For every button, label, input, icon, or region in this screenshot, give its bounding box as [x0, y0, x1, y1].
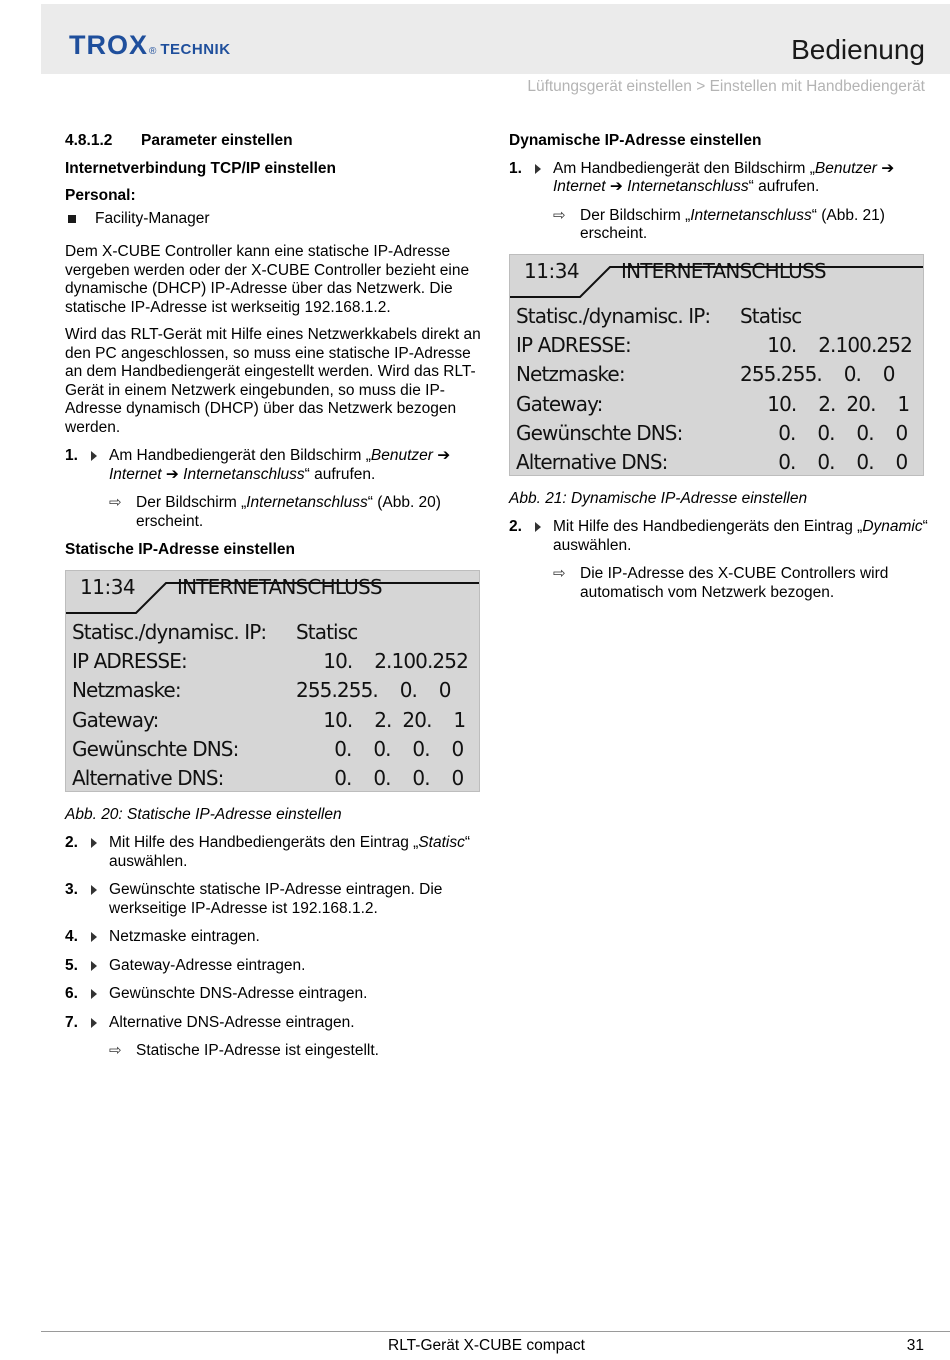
lcd-row	[516, 302, 917, 331]
heading-number: 4.8.1.2	[65, 132, 113, 149]
bullet-square-icon	[68, 215, 76, 223]
text-span: Mit Hilfe des Handbediengeräts den Eintrag „	[553, 518, 863, 535]
lcd-row	[516, 389, 917, 418]
step-text	[109, 447, 485, 484]
step-result	[109, 494, 485, 531]
step-2	[509, 518, 929, 555]
logo-registered-mark: ®	[149, 46, 157, 57]
text-span: 0. 0. 0. 0	[740, 421, 908, 446]
text-span: 0. 0. 0. 0	[296, 766, 464, 791]
text-span: Alternative DNS:	[72, 766, 224, 791]
text-span: Internetanschluss	[627, 178, 749, 195]
result-text	[136, 494, 485, 531]
text-span: Internetanschluss	[690, 206, 812, 224]
section-heading	[65, 132, 485, 151]
step-triangle-icon	[91, 932, 97, 942]
text-span: Netzmaske:	[516, 362, 625, 387]
arrow-right-icon: ➔	[161, 465, 184, 483]
lcd-row	[72, 764, 473, 792]
text-span: 255.255. 0. 0	[296, 678, 451, 703]
step-4	[65, 928, 485, 947]
paragraph-network: Wird das RLT-Gerät mit Hilfe eines Netzwerkkabels direkt an den PC angeschlossen, so muss eine statische IP-Adresse an dem Handbediengerät eingestellt werden. Wird das RLT-Gerät in einem Netzwerk eingebunden, so muss die IP-Adresse dynamisch (DHCP) über das Netzwerk bezogen werden.	[65, 326, 481, 436]
step-2	[65, 834, 485, 871]
step-6	[65, 985, 485, 1004]
arrow-right-icon: ➔	[876, 159, 895, 177]
arrow-right-icon: ➔	[605, 178, 628, 195]
step-result	[109, 1042, 485, 1061]
text-span: Am Handbediengerät den Bildschirm „	[553, 159, 815, 177]
heading-title: Parameter einstellen	[141, 132, 293, 149]
step-7	[65, 1014, 485, 1033]
right-column	[509, 132, 929, 612]
left-column	[65, 132, 485, 1071]
lcd-rows	[516, 302, 917, 476]
text-span: “ (Abb. 21) erscheint.	[580, 206, 885, 242]
lcd-time: 11:34	[80, 574, 136, 599]
text-span: Gateway:	[516, 391, 603, 416]
trox-logo	[69, 32, 231, 62]
step-triangle-icon	[91, 1018, 97, 1028]
text-span: 3.	[65, 881, 78, 898]
lcd-time: 11:34	[524, 258, 580, 283]
lcd-row	[516, 448, 917, 476]
dynamic-ip-heading: Dynamische IP-Adresse einstellen	[509, 132, 762, 149]
text-span: Statisc./dynamisc. IP:	[516, 303, 711, 328]
result-arrow-icon: ⇨	[553, 565, 566, 582]
text-span: Gateway-Adresse eintragen.	[109, 956, 306, 974]
lcd-row	[72, 647, 473, 676]
subheading-tcpip: Internetverbindung TCP/IP einstellen	[65, 159, 337, 177]
text-span: Statisc	[740, 303, 802, 328]
text-span: “ aufrufen.	[748, 178, 820, 195]
text-span: 10. 2. 20. 1	[296, 707, 466, 732]
step-3	[65, 881, 485, 918]
lcd-title: INTERNETANSCHLUSS	[621, 258, 826, 283]
text-span: Benutzer	[814, 159, 877, 177]
text-span: 10. 2.100.252	[296, 649, 468, 674]
paragraph-static-ip: Dem X-CUBE Controller kann eine statische IP-Adresse vergeben werden oder der X-CUBE Controller bezieht eine dynamische (DHCP) IP-Adresse über das Netzwerk. Die statische IP-Adresse ist werkseitig 192.168.1.2.	[65, 243, 470, 316]
step-result	[553, 207, 929, 244]
lcd-row	[72, 735, 473, 764]
text-span: 2.	[65, 834, 78, 851]
page-header	[41, 4, 950, 74]
personal-label: Personal:	[65, 187, 136, 204]
text-span: “ auswählen.	[109, 834, 470, 870]
step-result	[553, 565, 929, 602]
text-span: Netzmaske:	[72, 678, 181, 703]
lcd-title: INTERNETANSCHLUSS	[177, 574, 382, 599]
text-span: IP ADRESSE:	[72, 649, 187, 674]
text-span: Der Bildschirm „	[580, 206, 691, 224]
text-span: 1.	[509, 159, 522, 177]
text-span: Mit Hilfe des Handbediengeräts den Eintrag „	[109, 834, 419, 851]
step-number: 1.	[65, 447, 78, 464]
text-span: Internet	[553, 178, 606, 195]
text-span: Am Handbediengerät den Bildschirm „	[109, 447, 371, 464]
text-span: Gewünschte DNS-Adresse eintragen.	[109, 985, 368, 1002]
text-span: 10. 2. 20. 1	[740, 391, 910, 416]
step-triangle-icon	[91, 838, 97, 848]
page-number: 31	[906, 1337, 924, 1354]
text-span: Gateway:	[72, 707, 159, 732]
footer-document-title: RLT-Gerät X-CUBE compact	[388, 1337, 585, 1354]
text-span: “ aufrufen.	[304, 465, 376, 483]
text-span: IP ADRESSE:	[516, 333, 631, 358]
text-span: Statisc	[296, 619, 358, 644]
step-triangle-icon	[91, 451, 97, 461]
text-span: Alternative DNS-Adresse eintragen.	[109, 1013, 355, 1031]
lcd-screen-static	[65, 570, 480, 792]
text-span: 10. 2.100.252	[740, 333, 912, 358]
lcd-rows	[72, 618, 473, 792]
lcd-row	[72, 705, 473, 734]
step-1	[509, 160, 929, 197]
text-span: Dynamic	[862, 518, 923, 535]
footer-divider	[41, 1331, 950, 1332]
text-span: Der Bildschirm „	[136, 494, 247, 511]
step-triangle-icon	[535, 522, 541, 532]
static-ip-heading: Statische IP-Adresse einstellen	[65, 541, 296, 558]
text-span: Internetanschluss	[183, 465, 305, 483]
text-span: 255.255. 0. 0	[740, 362, 895, 387]
text-span: “ auswählen.	[553, 518, 928, 554]
text-span: Die IP-Adresse des X-CUBE Controllers wird automatisch vom Netzwerk bezogen.	[580, 565, 889, 601]
text-span: Benutzer	[370, 447, 433, 464]
text-span: 7.	[65, 1013, 78, 1031]
arrow-right-icon: ➔	[432, 447, 451, 464]
text-span: 0. 0. 0. 0	[740, 450, 908, 475]
result-arrow-icon: ⇨	[553, 206, 566, 224]
lcd-row	[516, 419, 917, 448]
text-span: Gewünschte DNS:	[72, 737, 239, 762]
result-arrow-icon: ⇨	[109, 1042, 122, 1059]
personal-list-item	[65, 210, 485, 229]
step-triangle-icon	[535, 164, 541, 174]
lcd-row	[516, 360, 917, 389]
section-title: Bedienung	[791, 34, 925, 65]
step-triangle-icon	[91, 989, 97, 999]
figure-caption: Abb. 21: Dynamische IP-Adresse einstellen	[509, 489, 808, 507]
step-triangle-icon	[91, 885, 97, 895]
text-span: Alternative DNS:	[516, 450, 668, 475]
text-span: 6.	[65, 985, 78, 1002]
text-span: Gewünschte statische IP-Adresse eintragen. Die werkseitige IP-Adresse ist 192.168.1.2.	[109, 881, 443, 917]
logo-brand: TROX	[69, 30, 149, 60]
text-span: 4.	[65, 928, 78, 945]
text-span: 2.	[509, 518, 522, 535]
text-span: Statische IP-Adresse ist eingestellt.	[136, 1042, 379, 1059]
step-1	[65, 447, 485, 484]
text-span: 0. 0. 0. 0	[296, 737, 464, 762]
step-triangle-icon	[91, 961, 97, 971]
figure-caption: Abb. 20: Statische IP-Adresse einstellen	[65, 805, 342, 823]
step-5	[65, 957, 485, 976]
text-span: 5.	[65, 956, 78, 974]
text-span: Internetanschluss	[246, 494, 368, 511]
lcd-row	[516, 331, 917, 360]
text-span: Netzmaske eintragen.	[109, 928, 260, 945]
text-span: Gewünschte DNS:	[516, 421, 683, 446]
breadcrumb: Lüftungsgerät einstellen > Einstellen mit Handbediengerät	[527, 78, 925, 95]
text-span: “ (Abb. 20) erscheint.	[136, 494, 441, 530]
text-span: Statisc./dynamisc. IP:	[72, 619, 267, 644]
logo-sub: TECHNIK	[160, 41, 231, 58]
result-arrow-icon: ⇨	[109, 494, 122, 511]
text-span: Statisc	[418, 834, 465, 851]
lcd-screen-dynamic	[509, 254, 924, 476]
lcd-row	[72, 618, 473, 647]
lcd-row	[72, 676, 473, 705]
personal-item-text: Facility-Manager	[95, 209, 210, 227]
text-span: Internet	[109, 465, 162, 483]
